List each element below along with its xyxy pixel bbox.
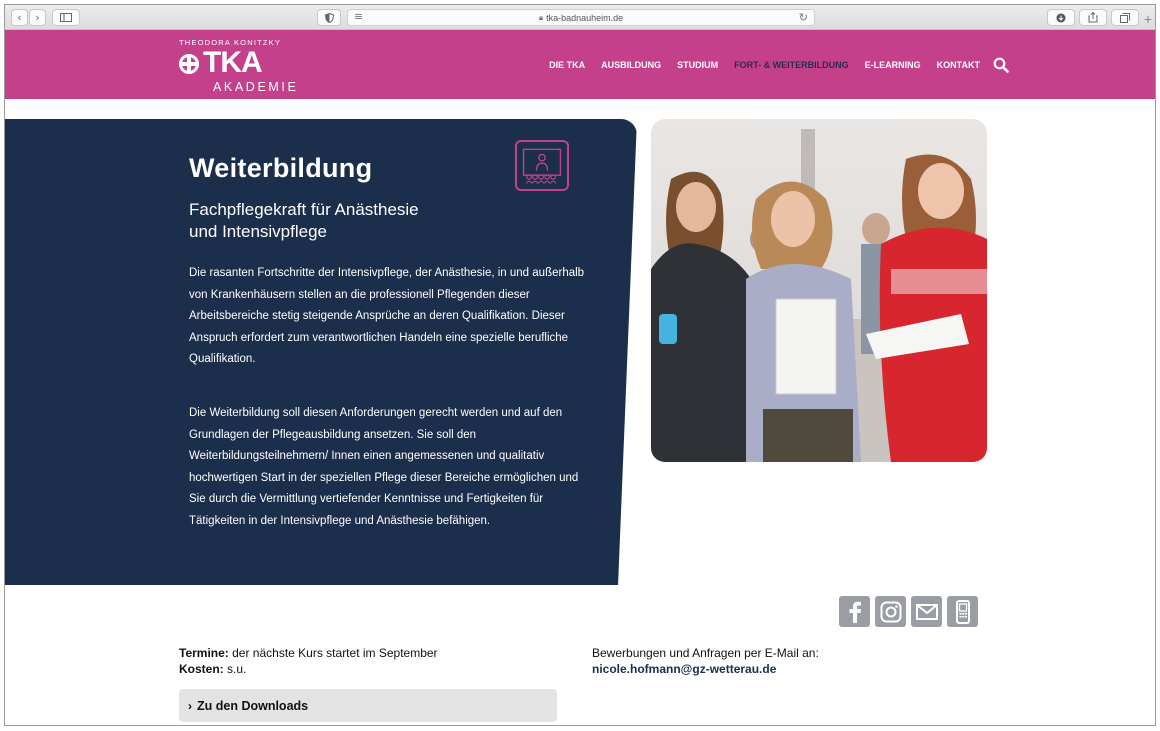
nav-item-fort-weiterbildung[interactable]: FORT- & WEITERBILDUNG	[734, 59, 849, 70]
kosten-label: Kosten:	[179, 662, 224, 676]
address-bar[interactable]	[347, 9, 815, 26]
forward-icon[interactable]: ›	[29, 9, 46, 26]
logo-tagline: THEODORA KONITZKY	[179, 38, 282, 47]
termine-value: der nächste Kurs startet im September	[228, 646, 438, 660]
kosten-value: s.u.	[223, 662, 247, 676]
kosten-row	[179, 661, 438, 677]
privacy-shield-icon[interactable]	[317, 9, 341, 26]
instagram-icon[interactable]	[875, 596, 906, 627]
phone-icon[interactable]	[947, 596, 978, 627]
page-title: Weiterbildung	[189, 153, 373, 183]
tabs-icon[interactable]	[1111, 9, 1139, 26]
nav-item-e-learning[interactable]: E-LEARNING	[864, 59, 921, 70]
logo-cross-icon	[179, 54, 199, 74]
students-photo	[651, 119, 987, 462]
share-icon[interactable]	[1079, 9, 1107, 26]
termine-label: Termine:	[179, 646, 229, 660]
nav-item-kontakt[interactable]: KONTAKT	[936, 59, 980, 70]
download-icon[interactable]	[1047, 9, 1075, 26]
downloads-button[interactable]	[179, 689, 557, 722]
browser-toolbar	[5, 5, 1155, 30]
new-tab-icon[interactable]: +	[1143, 11, 1153, 27]
facebook-icon[interactable]	[839, 596, 870, 627]
browser-window	[4, 4, 1156, 726]
logo-subtitle: AKADEMIE	[213, 80, 299, 94]
lock-icon: 🔒︎	[538, 12, 544, 22]
nav-item-die-tka[interactable]: DIE TKA	[549, 59, 586, 70]
social-links	[839, 596, 978, 627]
site-header	[5, 30, 1155, 99]
chevron-right-icon: ›	[188, 698, 192, 713]
reload-icon[interactable]: ↻	[798, 11, 808, 24]
main-nav	[549, 30, 1155, 99]
subtitle-line-2: und Intensivpflege	[189, 222, 327, 241]
back-icon[interactable]: ‹	[11, 9, 28, 26]
logo[interactable]	[179, 38, 299, 94]
search-icon[interactable]	[993, 57, 1009, 73]
termine-row	[179, 645, 438, 661]
subtitle-line-1: Fachpflegekraft für Anästhesie	[189, 200, 419, 219]
contact-info	[592, 645, 819, 677]
nav-item-ausbildung[interactable]: AUSBILDUNG	[601, 59, 662, 70]
contact-text: Bewerbungen und Anfragen per E-Mail an:	[592, 646, 819, 660]
logo-wordmark: TKA	[203, 46, 262, 79]
sidebar-icon[interactable]	[52, 9, 80, 26]
goal-paragraph: Die Weiterbildung soll diesen Anforderungen gerecht werden und auf den Grundlagen der Pflegeausbildung ansetzen. Sie soll den Weiterbildungsteilnehmern/ Innen einen angemessenen und qualitativ hochwertigen Start in der speziellen Pflege dieser Bereiche ermöglichen und Sie durch die Vermittlung vertiefender Kenntnisse und Fertigkeiten für Tätigkeiten in der Intensivpflege und Anästhesie befähigen.	[189, 407, 579, 527]
presentation-icon	[515, 140, 569, 191]
downloads-label: Zu den Downloads	[197, 698, 309, 713]
mail-icon[interactable]	[911, 596, 942, 627]
intro-paragraph: Die rasanten Fortschritte der Intensivpflege, der Anästhesie, in und außerhalb von Krankenhäusern stellen an die professionell Pflegenden dieser Arbeitsbereiche stetig steigende Ansprüche an deren Qualifikation. Dieser Anspruch erfordert zum verantwortlichen Handeln eine spezielle berufliche Qualifikation.	[189, 267, 585, 365]
page-subtitle	[189, 199, 509, 243]
nav-item-studium[interactable]: STUDIUM	[677, 59, 719, 70]
contact-email-link[interactable]: nicole.hofmann@gz-wetterau.de	[592, 662, 777, 676]
course-info	[179, 645, 438, 677]
reader-icon[interactable]: ≡	[354, 10, 364, 23]
url-text: tka-badnauheim.de	[546, 12, 624, 23]
